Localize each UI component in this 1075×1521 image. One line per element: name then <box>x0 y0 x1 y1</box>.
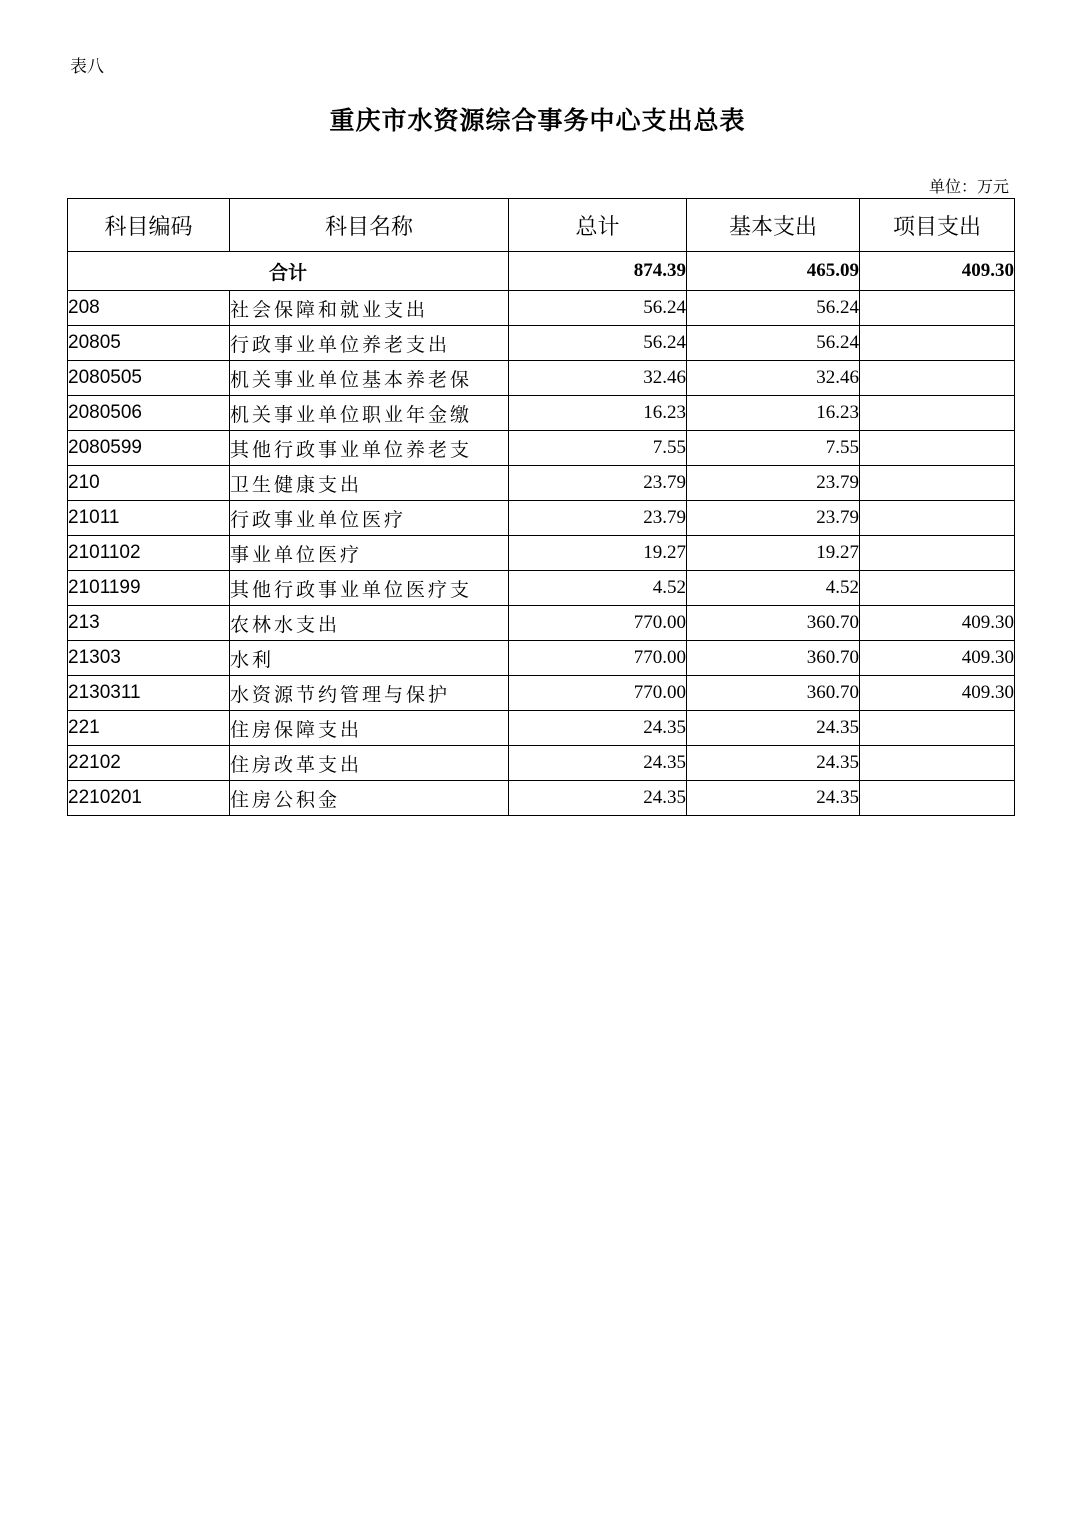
total-row <box>68 252 1015 291</box>
subject-code-cell: 2080599 <box>68 431 230 466</box>
total-amount-cell: 24.35 <box>509 781 687 816</box>
total-amount-cell: 23.79 <box>509 501 687 536</box>
total-amount-cell: 24.35 <box>509 711 687 746</box>
unit-label: 单位：万元 <box>928 177 1009 196</box>
table-row <box>68 466 1015 501</box>
subject-name-cell: 卫生健康支出 <box>230 466 509 501</box>
project-amount-cell <box>860 536 1015 571</box>
total-amount-cell: 7.55 <box>509 431 687 466</box>
project-amount-cell: 409.30 <box>860 676 1015 711</box>
basic-amount-cell: 360.70 <box>687 641 860 676</box>
subject-code-cell: 221 <box>68 711 230 746</box>
project-amount-cell <box>860 396 1015 431</box>
subject-name-cell: 其他行政事业单位医疗支 <box>230 571 509 606</box>
table-row <box>68 291 1015 326</box>
subject-code-cell: 213 <box>68 606 230 641</box>
total-amount-cell: 24.35 <box>509 746 687 781</box>
table-row <box>68 676 1015 711</box>
subject-code-cell: 20805 <box>68 326 230 361</box>
subject-name-cell: 事业单位医疗 <box>230 536 509 571</box>
subject-name-cell: 其他行政事业单位养老支 <box>230 431 509 466</box>
table-row <box>68 746 1015 781</box>
table-row <box>68 536 1015 571</box>
project-amount-cell: 409.30 <box>860 606 1015 641</box>
column-header-total: 总计 <box>509 199 687 252</box>
table-row <box>68 781 1015 816</box>
subject-name-cell: 住房保障支出 <box>230 711 509 746</box>
table-row <box>68 606 1015 641</box>
basic-amount-cell: 24.35 <box>687 711 860 746</box>
basic-amount-cell: 4.52 <box>687 571 860 606</box>
subject-name-cell: 农林水支出 <box>230 606 509 641</box>
basic-amount-cell: 56.24 <box>687 291 860 326</box>
total-project: 409.30 <box>860 252 1015 291</box>
table-row <box>68 326 1015 361</box>
total-amount-cell: 770.00 <box>509 606 687 641</box>
project-amount-cell <box>860 711 1015 746</box>
total-label: 合计 <box>68 252 509 291</box>
basic-amount-cell: 19.27 <box>687 536 860 571</box>
subject-name-cell: 社会保障和就业支出 <box>230 291 509 326</box>
table-row <box>68 711 1015 746</box>
project-amount-cell <box>860 291 1015 326</box>
subject-code-cell: 21011 <box>68 501 230 536</box>
column-header-code: 科目编码 <box>68 199 230 252</box>
subject-code-cell: 210 <box>68 466 230 501</box>
subject-code-cell: 21303 <box>68 641 230 676</box>
basic-amount-cell: 24.35 <box>687 746 860 781</box>
subject-name-cell: 机关事业单位职业年金缴 <box>230 396 509 431</box>
basic-amount-cell: 56.24 <box>687 326 860 361</box>
subject-code-cell: 208 <box>68 291 230 326</box>
basic-amount-cell: 360.70 <box>687 676 860 711</box>
total-amount-cell: 16.23 <box>509 396 687 431</box>
subject-code-cell: 2101102 <box>68 536 230 571</box>
subject-name-cell: 住房改革支出 <box>230 746 509 781</box>
table-number-label: 表八 <box>70 57 104 77</box>
basic-amount-cell: 23.79 <box>687 466 860 501</box>
project-amount-cell <box>860 501 1015 536</box>
total-amount-cell: 4.52 <box>509 571 687 606</box>
subject-name-cell: 行政事业单位养老支出 <box>230 326 509 361</box>
basic-amount-cell: 7.55 <box>687 431 860 466</box>
table-row <box>68 501 1015 536</box>
total-amount-cell: 23.79 <box>509 466 687 501</box>
subject-name-cell: 住房公积金 <box>230 781 509 816</box>
expenditure-table <box>67 198 1015 816</box>
table-row <box>68 361 1015 396</box>
total-amount-cell: 32.46 <box>509 361 687 396</box>
subject-code-cell: 2210201 <box>68 781 230 816</box>
basic-amount-cell: 360.70 <box>687 606 860 641</box>
subject-code-cell: 22102 <box>68 746 230 781</box>
basic-amount-cell: 23.79 <box>687 501 860 536</box>
column-header-name: 科目名称 <box>230 199 509 252</box>
subject-name-cell: 水利 <box>230 641 509 676</box>
project-amount-cell <box>860 431 1015 466</box>
subject-code-cell: 2130311 <box>68 676 230 711</box>
total-sum: 874.39 <box>509 252 687 291</box>
subject-code-cell: 2080506 <box>68 396 230 431</box>
table-row <box>68 641 1015 676</box>
total-amount-cell: 56.24 <box>509 326 687 361</box>
project-amount-cell: 409.30 <box>860 641 1015 676</box>
total-amount-cell: 770.00 <box>509 641 687 676</box>
table-row <box>68 571 1015 606</box>
project-amount-cell <box>860 466 1015 501</box>
total-amount-cell: 770.00 <box>509 676 687 711</box>
basic-amount-cell: 24.35 <box>687 781 860 816</box>
subject-code-cell: 2080505 <box>68 361 230 396</box>
project-amount-cell <box>860 746 1015 781</box>
column-header-basic: 基本支出 <box>687 199 860 252</box>
table-row <box>68 431 1015 466</box>
subject-name-cell: 机关事业单位基本养老保 <box>230 361 509 396</box>
project-amount-cell <box>860 361 1015 396</box>
basic-amount-cell: 32.46 <box>687 361 860 396</box>
project-amount-cell <box>860 326 1015 361</box>
table-header-row <box>68 199 1015 252</box>
basic-amount-cell: 16.23 <box>687 396 860 431</box>
table-row <box>68 396 1015 431</box>
project-amount-cell <box>860 781 1015 816</box>
column-header-project: 项目支出 <box>860 199 1015 252</box>
project-amount-cell <box>860 571 1015 606</box>
subject-name-cell: 水资源节约管理与保护 <box>230 676 509 711</box>
total-amount-cell: 19.27 <box>509 536 687 571</box>
document-title: 重庆市水资源综合事务中心支出总表 <box>329 106 746 135</box>
subject-name-cell: 行政事业单位医疗 <box>230 501 509 536</box>
total-amount-cell: 56.24 <box>509 291 687 326</box>
subject-code-cell: 2101199 <box>68 571 230 606</box>
total-basic: 465.09 <box>687 252 860 291</box>
